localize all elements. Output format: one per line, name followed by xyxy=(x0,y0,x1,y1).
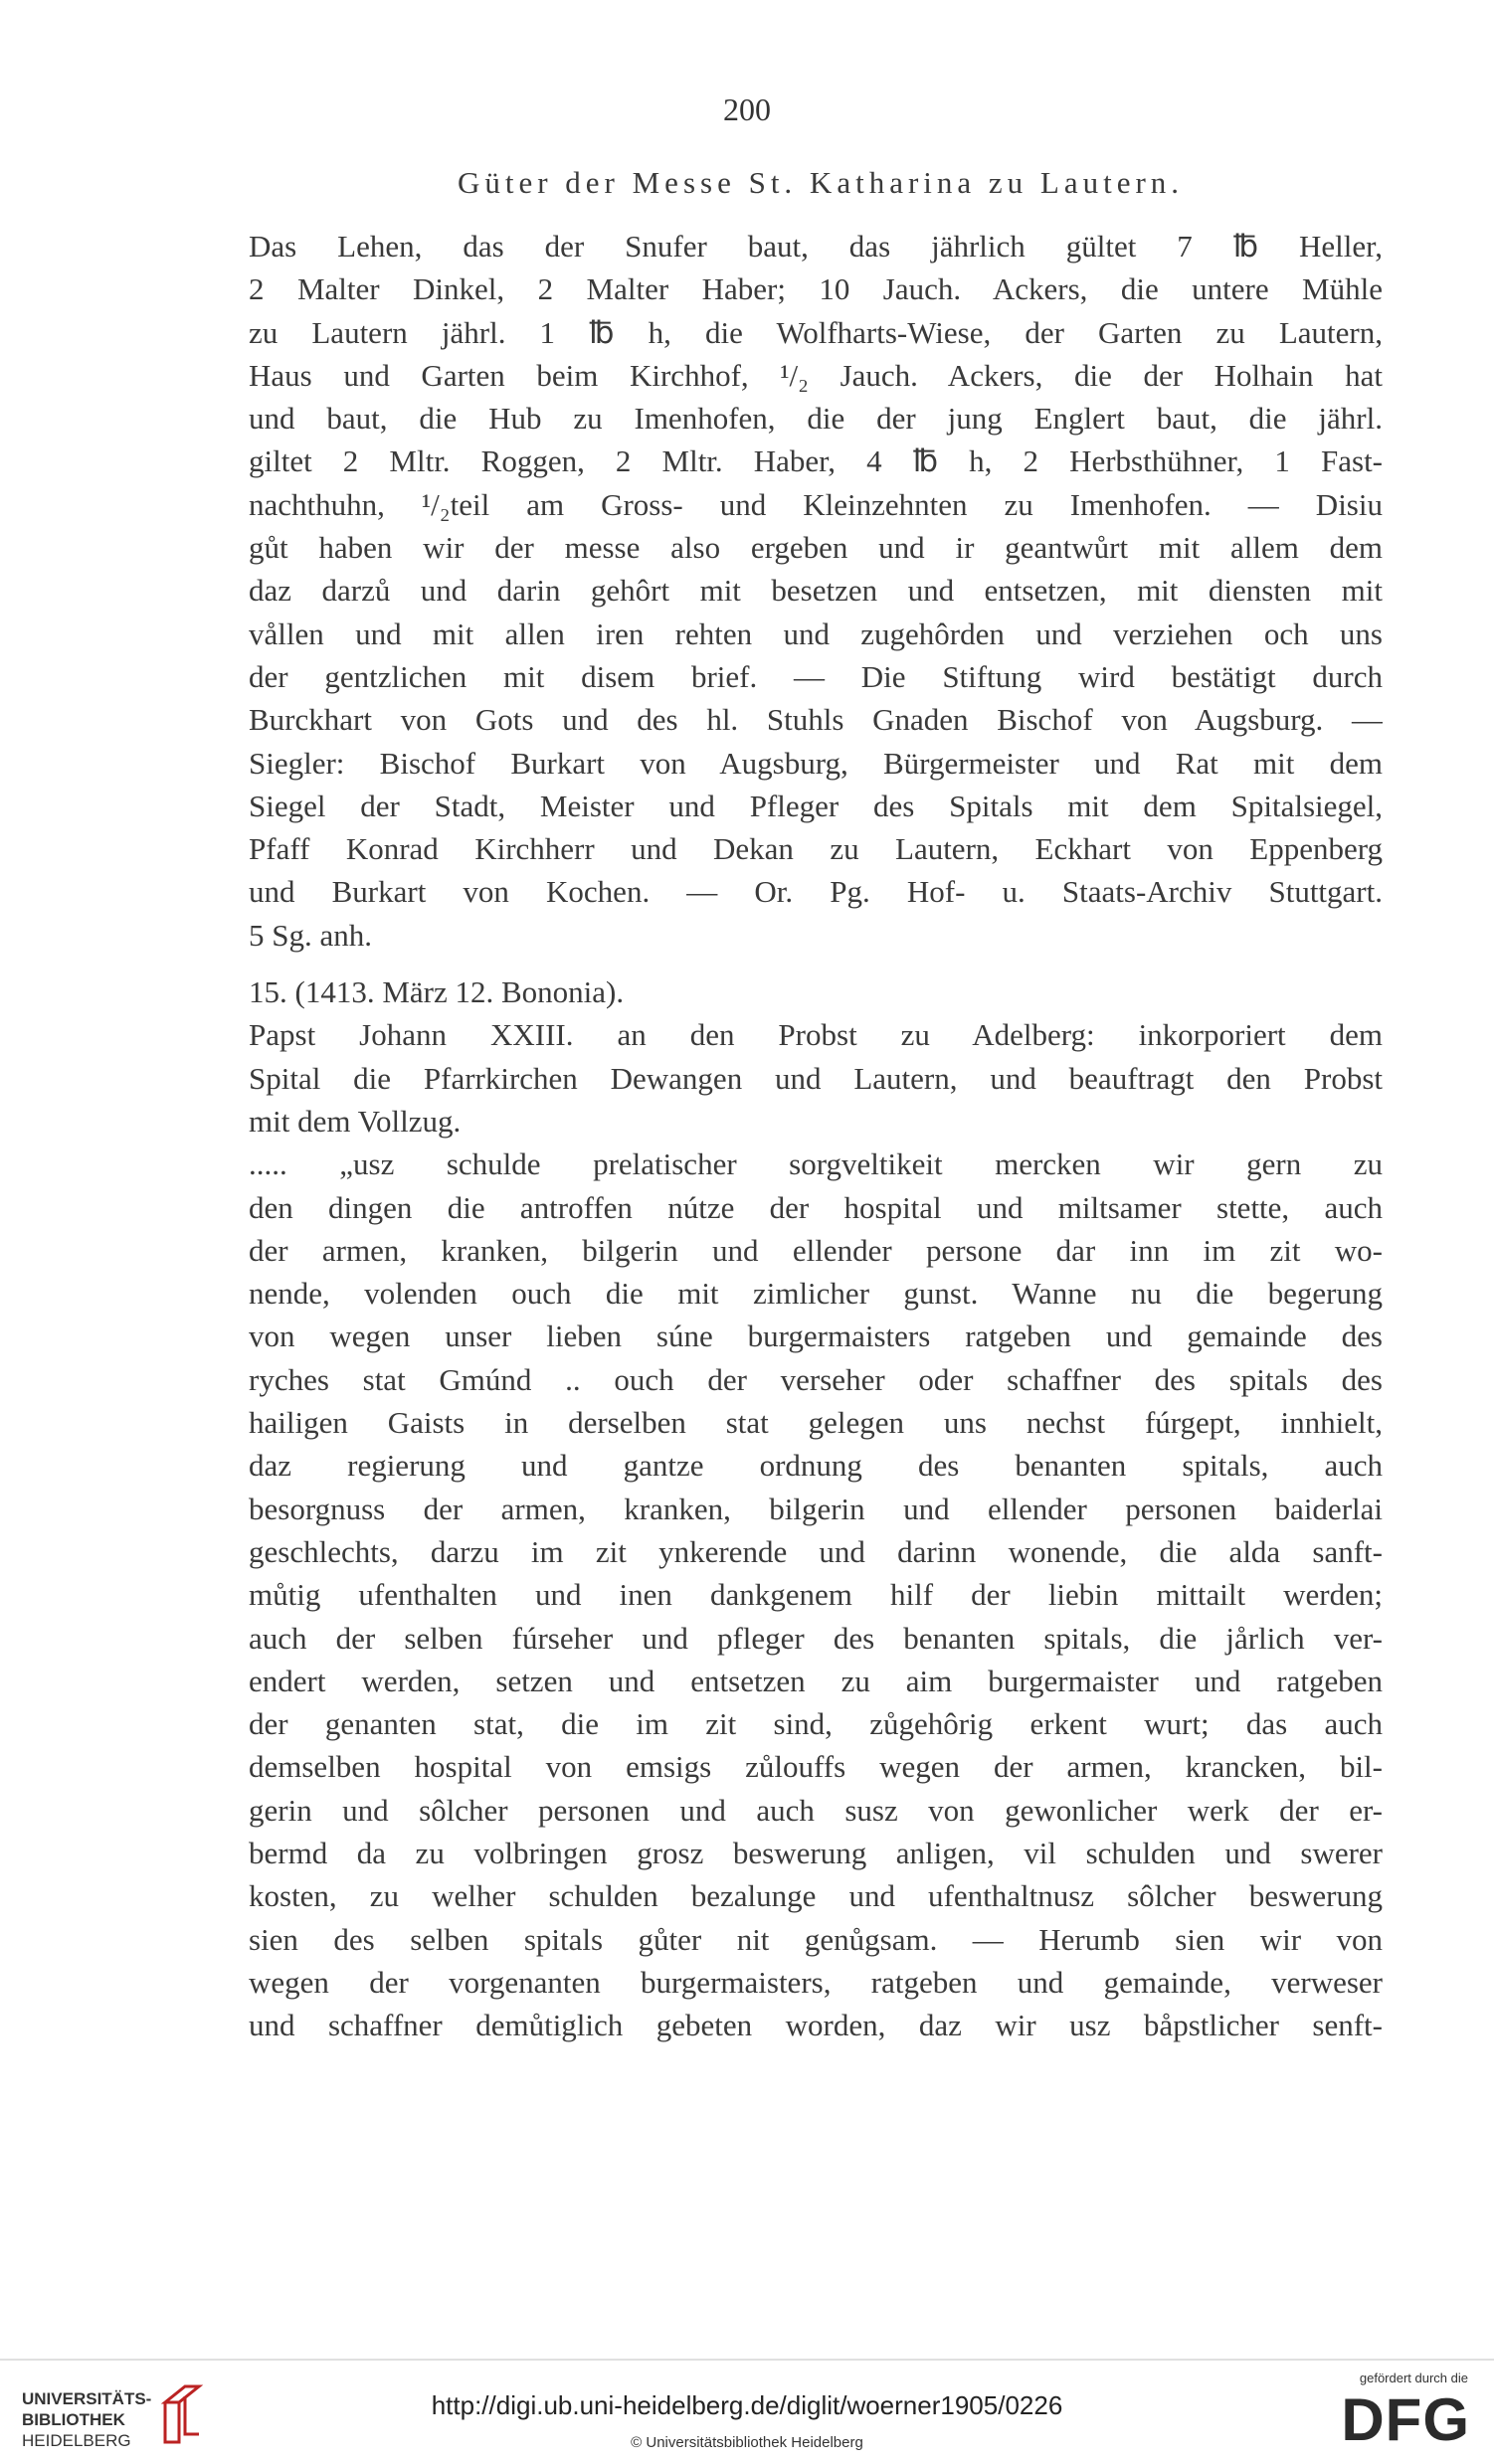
footer-copyright: © Universitätsbibliothek Heidelberg xyxy=(631,2434,863,2451)
text-line: der gentzlichen mit disem brief. — Die Stiftung wird bestätigt durch xyxy=(249,658,1383,694)
text-line: ryches stat Gmúnd .. ouch der verseher oder schaffner des spitals des xyxy=(249,1361,1383,1397)
text-line: der genanten stat, die im zit sind, zůgehôrig erkent wurt; das auch xyxy=(249,1706,1383,1742)
text-line: geschlechts, darzu im zit ynkerende und darinn wonende, die alda sanft- xyxy=(249,1533,1383,1569)
text-line: 15. (1413. März 12. Bononia). xyxy=(249,974,625,1010)
footer-url-link[interactable]: http://digi.ub.uni-heidelberg.de/diglit/woerner1905/0226 xyxy=(431,2390,1063,2420)
logo-line-2: BIBLIOTHEK xyxy=(22,2410,125,2429)
text-line: wegen der vorgenanten burgermaisters, ratgeben und gemainde, verweser xyxy=(249,1964,1383,2000)
text-line: demselben hospital von emsigs zůlouffs wegen der armen, krancken, bil- xyxy=(249,1749,1383,1785)
text-line: der armen, kranken, bilgerin und ellender persone dar inn im zit wo- xyxy=(249,1232,1383,1268)
body-text xyxy=(249,225,1383,2046)
text-line: mit dem Vollzug. xyxy=(249,1103,462,1139)
text-line: besorgnuss der armen, kranken, bilgerin und ellender personen baiderlai xyxy=(249,1491,1383,1526)
text-line: Das Lehen, das der Snufer baut, das jährlich gültet 7 ℔ Heller, xyxy=(249,229,1383,264)
text-line: ..... „usz schulde prelatischer sorgveltikeit mercken wir gern zu xyxy=(249,1146,1383,1182)
text-line: gerin und sôlcher personen und auch susz von gewonlicher werk der er- xyxy=(249,1792,1383,1828)
text-line: kosten, zu welher schulden bezalunge und ufenthaltnusz sôlcher beswerung xyxy=(249,1878,1383,1914)
text-line: Spital die Pfarrkirchen Dewangen und Lautern, und beauftragt den Probst xyxy=(249,1060,1383,1096)
text-line: Papst Johann XXIII. an den Probst zu Adelberg: inkorporiert dem xyxy=(249,1017,1383,1053)
footer xyxy=(0,2361,1494,2464)
text-line: Burckhart von Gots und des hl. Stuhls Gnaden Bischof von Augsburg. — xyxy=(249,702,1383,738)
funded-by-label: gefördert durch die xyxy=(1359,2371,1468,2385)
logo-line-3: HEIDELBERG xyxy=(22,2431,131,2450)
text-line: und baut, die Hub zu Imenhofen, die der jung Englert baut, die jährl. xyxy=(249,401,1383,437)
dfg-logo[interactable]: DFG xyxy=(1341,2386,1470,2453)
text-line: vållen und mit allen iren rehten und zugehôrden und verziehen och uns xyxy=(249,616,1383,651)
text-line: Haus und Garten beim Kirchhof, ¹/₂ Jauch. Ackers, die der Holhain hat xyxy=(249,357,1383,393)
text-line: můtig ufenthalten und inen dankgenem hilf der liebin mittailt werden; xyxy=(249,1577,1383,1613)
text-line: nende, volenden ouch die mit zimlicher gunst. Wanne nu die begerung xyxy=(249,1276,1383,1312)
text-line: auch der selben fúrseher und pfleger des benanten spitals, die jårlich ver- xyxy=(249,1620,1383,1656)
text-line: daz darzů und darin gehôrt mit besetzen und entsetzen, mit diensten mit xyxy=(249,573,1383,609)
text-line: Siegel der Stadt, Meister und Pfleger des Spitals mit dem Spitalsiegel, xyxy=(249,788,1383,823)
text-line: Siegler: Bischof Burkart von Augsburg, Bürgermeister und Rat mit dem xyxy=(249,745,1383,781)
logo-line-1: UNIVERSITÄTS- xyxy=(22,2389,152,2408)
text-line: sien des selben spitals gůter nit genůgsam. — Herumb sien wir von xyxy=(249,1921,1383,1957)
text-line: bermd da zu volbringen grosz beswerung anligen, vil schulden und swerer xyxy=(249,1835,1383,1870)
text-line: 5 Sg. anh. xyxy=(249,917,372,953)
page-number: 200 xyxy=(723,91,771,127)
text-line: daz regierung und gantze ordnung des benanten spitals, auch xyxy=(249,1448,1383,1484)
paragraph-gap xyxy=(249,957,1383,970)
text-line: Pfaff Konrad Kirchherr und Dekan zu Lautern, Eckhart von Eppenberg xyxy=(249,831,1383,867)
text-line: nachthuhn, ¹/₂teil am Gross- und Kleinzehnten zu Imenhofen. — Disiu xyxy=(249,486,1383,522)
text-line: zu Lautern jährl. 1 ℔ h, die Wolfharts-Wiese, der Garten zu Lautern, xyxy=(249,314,1383,350)
text-line: endert werden, setzen und entsetzen zu aim burgermaister und ratgeben xyxy=(249,1663,1383,1698)
text-line: und Burkart von Kochen. — Or. Pg. Hof- u. Staats-Archiv Stuttgart. xyxy=(249,874,1383,910)
text-line: giltet 2 Mltr. Roggen, 2 Mltr. Haber, 4 ℔ h, 2 Herbsthühner, 1 Fast- xyxy=(249,443,1383,479)
text-line: den dingen die antroffen nútze der hospital und miltsamer stette, auch xyxy=(249,1189,1383,1225)
text-line: und schaffner demůtiglich gebeten worden, daz wir usz båpstlicher senft- xyxy=(249,2008,1383,2043)
text-line: hailigen Gaists in derselben stat gelegen uns nechst fúrgept, innhielt, xyxy=(249,1405,1383,1441)
text-line: gůt haben wir der messe also ergeben und ir geantwůrt mit allem dem xyxy=(249,530,1383,566)
text-line: von wegen unser lieben súne burgermaisters ratgeben und gemainde des xyxy=(249,1319,1383,1354)
page-heading: Güter der Messe St. Katharina zu Lautern. xyxy=(457,165,1185,200)
text-line: 2 Malter Dinkel, 2 Malter Haber; 10 Jauch. Ackers, die untere Mühle xyxy=(249,271,1383,307)
